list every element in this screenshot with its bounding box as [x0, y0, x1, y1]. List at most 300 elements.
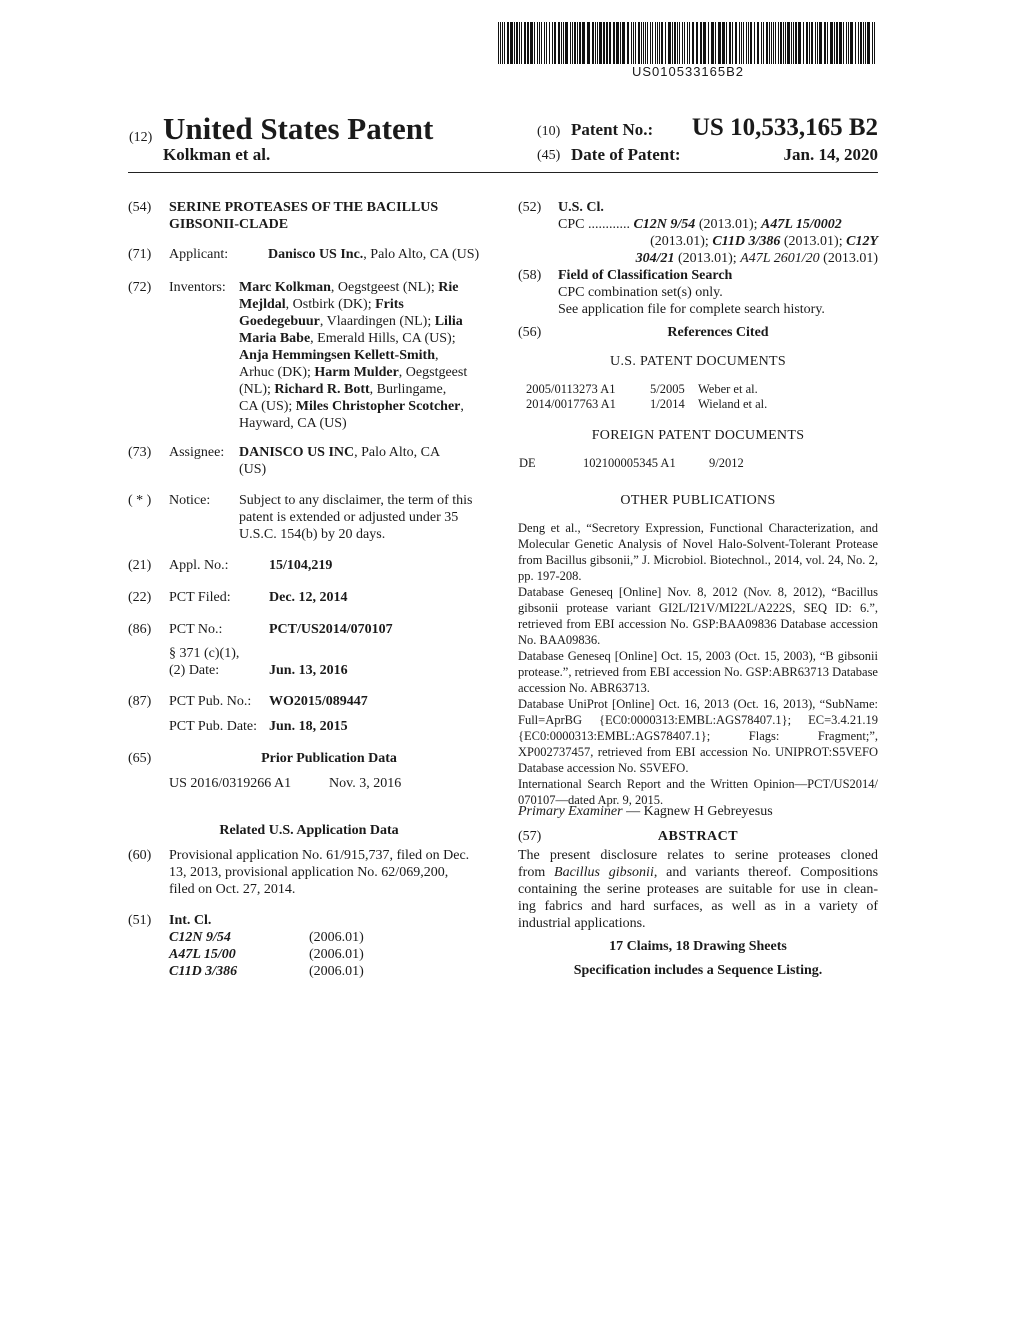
field-number: (73) — [128, 445, 152, 460]
barcode-bar — [603, 22, 605, 64]
sequence-listing-note: Specification includes a Sequence Listing. — [573, 963, 823, 978]
field-notice — [0, 492, 500, 544]
barcode-bar — [750, 22, 752, 64]
pct-pub-date: Jun. 18, 2015 — [269, 719, 348, 734]
barcode-bar — [843, 22, 844, 64]
barcode-bar — [650, 22, 651, 64]
field-58-search — [518, 267, 880, 319]
barcode-number: US010533165B2 — [631, 64, 745, 79]
patent-number-label: Patent No.: — [571, 120, 654, 139]
barcode-bar — [537, 22, 538, 64]
ref-number: 102100005345 A1 — [583, 456, 676, 470]
abstract-text-run: The present disclosure relates to serine proteases cloned — [518, 848, 878, 863]
barcode-bar — [655, 22, 656, 64]
barcode-bar — [597, 22, 598, 64]
inventor-text: , Vlaardingen (NL); — [319, 314, 435, 329]
inventor-text: Anja Hemmingsen Kellett-Smith — [239, 348, 435, 363]
other-publications-heading: OTHER PUBLICATIONS — [620, 493, 776, 508]
barcode-bar — [657, 22, 658, 64]
section-371-date-label: (2) Date: — [169, 663, 220, 678]
barcode-bar — [579, 22, 581, 64]
barcode-bar — [558, 22, 560, 64]
provisional-line: Provisional application No. 61/915,737, filed on Dec. — [169, 848, 470, 863]
barcode-bar — [504, 22, 505, 64]
abstract-line — [518, 915, 878, 932]
cpc-text: C11D 3/386 — [712, 234, 781, 249]
publication-item: Database Geneseq [Online] Nov. 8, 2012 (Nov. 8, 2012), “Bacillus gibsonii protease variant GI2L/I21V/MI22L/A222S, SEQ ID: 6.”, retrieved from EBI accession No. GSP:BAA09836 Database accession No. BAA09836. — [518, 585, 878, 647]
barcode-bar — [674, 22, 676, 64]
int-cl-code: C12N 9/54 — [169, 930, 231, 945]
barcode-bar — [521, 22, 522, 64]
field-number: (51) — [128, 913, 152, 928]
barcode-bar — [874, 22, 875, 64]
barcode-bar — [507, 22, 509, 64]
inventor-text: Maria Babe — [239, 331, 311, 346]
inventor-list — [239, 279, 489, 432]
barcode-bar — [689, 22, 690, 64]
field-57-abstract — [518, 828, 880, 846]
barcode-bar — [687, 22, 688, 64]
inventor-line — [239, 330, 489, 347]
inventor-text: Rie — [438, 280, 459, 295]
barcode-bar — [769, 22, 770, 64]
field-number: (52) — [518, 200, 542, 215]
cpc-text: A47L 15/0002 — [761, 217, 842, 232]
inventor-line — [239, 279, 489, 296]
field-72-inventors — [0, 279, 500, 434]
applicant-name: Danisco US Inc. — [268, 247, 364, 262]
field-number: (54) — [128, 200, 152, 215]
ref-country: DE — [519, 456, 536, 470]
claims-count: 17 Claims, 18 Drawing Sheets — [609, 939, 787, 954]
cpc-text: (2013.01) — [819, 251, 878, 266]
ref-name: Weber et al. — [698, 382, 758, 396]
assignee-location: , Palo Alto, CA — [354, 445, 441, 460]
barcode-bar — [510, 22, 513, 64]
barcode-bar — [858, 22, 859, 64]
barcode-bar — [539, 22, 540, 64]
field-number: (86) — [128, 622, 152, 637]
barcode-bar — [778, 22, 779, 64]
pct-no-value: PCT/US2014/070107 — [269, 622, 393, 637]
barcode-bar — [824, 22, 826, 64]
field-number: (60) — [128, 848, 152, 863]
notice-text-line: patent is extended or adjusted under 35 — [239, 510, 459, 525]
field-number: (22) — [128, 590, 152, 605]
barcode-bar — [863, 22, 864, 64]
field-51-int-cl — [0, 912, 500, 980]
barcode-bar — [679, 22, 680, 64]
inventor-line — [239, 415, 489, 432]
barcode-bar — [502, 22, 503, 64]
barcode-bar — [754, 22, 755, 64]
barcode-bar — [715, 22, 716, 64]
barcode-bar — [806, 22, 808, 64]
ref-date: 1/2014 — [650, 397, 685, 411]
barcode-bar — [846, 22, 847, 64]
abstract-text-run: containing the serine proteases are suitable for use in clean- — [518, 882, 878, 897]
barcode-bar — [609, 22, 611, 64]
field-87-pct-pub — [0, 693, 500, 737]
int-cl-version: (2006.01) — [309, 930, 364, 945]
abstract-label: ABSTRACT — [657, 829, 739, 844]
field-number: (72) — [128, 280, 152, 295]
pct-pub-no-value: WO2015/089447 — [269, 694, 368, 709]
inventor-text: Goedegebuur — [239, 314, 320, 329]
abstract-text-run: industrial applications. — [518, 916, 646, 931]
foreign-patent-docs-heading: FOREIGN PATENT DOCUMENTS — [591, 428, 805, 443]
barcode-bar — [819, 22, 822, 64]
field-86-pct-no — [0, 621, 500, 681]
provisional-line: 13, 2013, provisional application No. 62/069,200, — [169, 865, 449, 880]
cpc-text: (2013.01); — [650, 234, 713, 249]
barcode-bar — [574, 22, 576, 64]
barcode-bar — [534, 22, 535, 64]
document-title: United States Patent — [163, 111, 434, 146]
search-text-line: See application file for complete search history. — [558, 302, 825, 317]
search-label: Field of Classification Search — [558, 268, 733, 283]
provisional-line: filed on Oct. 27, 2014. — [169, 882, 296, 897]
abstract-text-run: , and variants thereof. Compositions — [653, 865, 879, 880]
field-number: (21) — [128, 558, 152, 573]
appl-no-value: 15/104,219 — [269, 558, 333, 573]
cpc-text: C12Y — [846, 234, 878, 249]
barcode-bar — [570, 22, 571, 64]
header-divider — [128, 172, 878, 173]
field-71-applicant — [0, 246, 500, 264]
barcode-bar — [638, 22, 640, 64]
pct-filed-label: PCT Filed: — [169, 590, 231, 605]
barcode-bar — [855, 22, 856, 64]
barcode-bar — [729, 22, 731, 64]
barcode-bar — [527, 22, 529, 64]
field-21-appl-no — [0, 557, 500, 575]
field-22-pct-filed — [0, 589, 500, 607]
barcode-bar — [541, 22, 542, 64]
field-number: (58) — [518, 268, 542, 283]
barcode-bar — [546, 22, 547, 64]
inventor-text: Arhuc (DK); — [239, 365, 315, 380]
primary-examiner — [518, 803, 878, 820]
barcode-bar — [549, 22, 550, 64]
barcode-bar — [684, 22, 685, 64]
barcode-bar — [785, 22, 786, 64]
barcode-bar — [848, 22, 849, 64]
barcode-bar — [739, 22, 740, 64]
barcode-bar — [722, 22, 725, 64]
field-65-prior-pub — [0, 750, 500, 794]
barcode-bar — [798, 22, 801, 64]
section-371-label: § 371 (c)(1), — [169, 646, 240, 661]
barcode-bar — [563, 22, 564, 64]
pct-filed-value: Dec. 12, 2014 — [269, 590, 348, 605]
abstract-line — [518, 898, 878, 915]
barcode-bar — [514, 22, 515, 64]
inventor-text: Hayward, CA (US) — [239, 416, 347, 431]
section-371-date: Jun. 13, 2016 — [269, 663, 348, 678]
barcode-bar — [775, 22, 776, 64]
pct-pub-date-label: PCT Pub. Date: — [169, 719, 258, 734]
inventor-text: Frits — [375, 297, 404, 312]
barcode-bar — [561, 22, 562, 64]
us-patent-docs-list — [526, 382, 876, 414]
barcode-bar — [700, 22, 702, 64]
assignee-country: (US) — [239, 462, 267, 477]
barcode-bar — [708, 22, 709, 64]
barcode-bar — [622, 22, 625, 64]
cpc-text: CPC ............ — [558, 217, 634, 232]
related-data-heading: Related U.S. Application Data — [219, 823, 399, 838]
barcode-bar — [839, 22, 842, 64]
us-patent-docs-heading: U.S. PATENT DOCUMENTS — [610, 354, 786, 369]
barcode-bar — [616, 22, 619, 64]
barcode-bar — [726, 22, 727, 64]
barcode-bar — [766, 22, 768, 64]
barcode-bar — [577, 22, 578, 64]
barcode-bar — [572, 22, 573, 64]
inventor-line — [239, 381, 489, 398]
barcode-bar — [803, 22, 804, 64]
field-number: (56) — [518, 325, 542, 340]
foreign-patent-docs-list — [519, 456, 869, 472]
barcode-bar — [554, 22, 556, 64]
cpc-line — [650, 233, 878, 250]
inventor-line — [239, 313, 489, 330]
pct-no-label: PCT No.: — [169, 622, 223, 637]
barcode-bar — [817, 22, 818, 64]
barcode-bar — [748, 22, 749, 64]
barcode-bar — [696, 22, 698, 64]
abstract-text-run: ing fabrics and hard surfaces, as well as in a variety of — [518, 899, 878, 914]
barcode-bar — [692, 22, 694, 64]
barcode-bar — [811, 22, 813, 64]
notice-text-line: U.S.C. 154(b) by 20 days. — [239, 527, 386, 542]
cpc-line — [558, 216, 842, 233]
barcode-bar — [735, 22, 737, 64]
barcode-bar — [498, 22, 499, 64]
inventor-text: Marc Kolkman — [239, 280, 331, 295]
prior-pub-number: US 2016/0319266 A1 — [169, 776, 292, 791]
field-54-title — [0, 199, 500, 235]
barcode-bar — [793, 22, 794, 64]
barcode-bar — [606, 22, 608, 64]
appl-no-label: Appl. No.: — [169, 558, 229, 573]
barcode-bar — [645, 22, 646, 64]
barcode-bar — [865, 22, 866, 64]
abstract-line — [518, 847, 878, 864]
invention-title-line1: SERINE PROTEASES OF THE BACILLUS — [169, 200, 439, 215]
barcode-bar — [661, 22, 663, 64]
ref-date: 9/2012 — [709, 456, 744, 470]
barcode-bar — [500, 22, 501, 64]
cpc-text: 304/21 — [635, 251, 675, 266]
barcode-bar — [773, 22, 774, 64]
barcode-bar — [582, 22, 585, 64]
field-number: (71) — [128, 247, 152, 262]
abstract-text — [518, 847, 878, 932]
date-of-patent: Jan. 14, 2020 — [783, 145, 878, 164]
inventor-text: , Ostbirk (DK); — [285, 297, 376, 312]
barcode-bar — [613, 22, 615, 64]
cpc-text: (2013.01); — [695, 217, 762, 232]
field-number: (57) — [518, 829, 542, 844]
barcode-bar — [641, 22, 642, 64]
barcode-bar — [631, 22, 632, 64]
barcode-bar — [757, 22, 759, 64]
barcode-bar — [677, 22, 678, 64]
int-cl-version: (2006.01) — [309, 947, 364, 962]
barcode-bar — [771, 22, 772, 64]
barcode-bar — [780, 22, 782, 64]
us-cl-label: U.S. Cl. — [558, 200, 604, 215]
barcode-bar — [761, 22, 762, 64]
barcode-bar — [718, 22, 721, 64]
barcode-bar — [746, 22, 747, 64]
field-73-assignee — [0, 444, 500, 480]
barcode-bar — [743, 22, 744, 64]
inventor-text: (NL); — [239, 382, 275, 397]
barcode-bar — [524, 22, 526, 64]
pct-pub-no-label: PCT Pub. No.: — [169, 694, 252, 709]
barcode-bar — [703, 22, 706, 64]
barcode-bar — [565, 22, 568, 64]
applicant-location: , Palo Alto, CA (US) — [363, 247, 480, 262]
cpc-text: (2013.01); — [780, 234, 847, 249]
barcode-bar — [643, 22, 644, 64]
barcode-bar — [599, 22, 602, 64]
barcode-bar — [544, 22, 545, 64]
examiner-name: — Kagnew H Gebreyesus — [622, 804, 773, 819]
barcode-bar — [672, 22, 673, 64]
barcode-bar — [860, 22, 862, 64]
references-label: References Cited — [667, 325, 769, 340]
abstract-text-run: Bacillus gibsonii — [554, 865, 654, 880]
examiner-label: Primary Examiner — [518, 804, 623, 819]
barcode-bar — [711, 22, 714, 64]
publication-item: Deng et al., “Secretory Expression, Functional Characterization, and Molecular Genetic Analysis of Novel Halo-Solvent-Tolerant Protease from Bacillus gibsonii,” J. Microbiol. Biotechnol., 2014, vol. 24, No. 2, pp. 197-208. — [518, 521, 878, 583]
barcode-bar — [836, 22, 838, 64]
inventor-text: , — [460, 399, 464, 414]
invention-title-line2: GIBSONII-CLADE — [169, 217, 289, 232]
field-number: (65) — [128, 751, 152, 766]
barcode-bar — [627, 22, 629, 64]
ref-name: Wieland et al. — [698, 397, 768, 411]
inventor-line — [239, 364, 489, 381]
barcode-bar — [787, 22, 790, 64]
inventor-text: , Burlingame, — [369, 382, 447, 397]
barcode-bar — [763, 22, 764, 64]
inventor-line — [239, 296, 489, 313]
notice-text-line: Subject to any disclaimer, the term of this — [239, 493, 473, 508]
barcode-bar — [620, 22, 621, 64]
barcode-bar — [741, 22, 742, 64]
abstract-line — [518, 881, 878, 898]
barcode-bar — [809, 22, 810, 64]
inventor-line — [239, 347, 489, 364]
field-number: ( * ) — [128, 493, 152, 508]
barcode-bar — [682, 22, 683, 64]
ref-number: 2014/0017763 A1 — [526, 397, 616, 411]
abstract-text-run: from — [518, 865, 555, 880]
ref-date: 5/2005 — [650, 382, 685, 396]
barcode-bar — [633, 22, 634, 64]
publication-item: Database UniProt [Online] Oct. 16, 2013 (Oct. 16, 2013), “SubName: Full=AprBG {EC0:0000313:EMBL:AGS78407.1}; EC=3.4.21.19 {EC0:0000313:EMBL:AGS78407.1}; Flags: Fragment;”, XP002737457, retrieved from EBI accession No. UNIPROT:S5VEFO Database accession No. S5VEFO. — [518, 697, 878, 775]
barcode-bar — [665, 22, 666, 64]
barcode-bar — [791, 22, 792, 64]
cpc-text: A47L 2601/20 — [740, 251, 820, 266]
barcode-bar — [668, 22, 671, 64]
header-code-12: (12) — [129, 130, 153, 145]
field-number: (87) — [128, 694, 152, 709]
inventor-text: Lilia — [434, 314, 463, 329]
header-code-10: (10) — [537, 124, 561, 139]
inventor-text: , — [434, 348, 439, 363]
barcode-bar — [635, 22, 636, 64]
patent-number: US 10,533,165 B2 — [691, 114, 878, 141]
cpc-line — [636, 250, 878, 267]
inventor-text: Miles Christopher Scotcher — [295, 399, 461, 414]
inventor-text: , Oegstgeest — [398, 365, 468, 380]
ref-number: 2005/0113273 A1 — [526, 382, 616, 396]
notice-label: Notice: — [169, 493, 211, 508]
barcode-bar — [732, 22, 733, 64]
inventor-text: , Oegstgeest (NL); — [330, 280, 439, 295]
inventor-line — [239, 398, 489, 415]
barcode-bar — [595, 22, 596, 64]
barcode-bar — [795, 22, 797, 64]
date-of-patent-label: Date of Patent: — [571, 145, 681, 164]
other-publications-list — [518, 520, 878, 808]
barcode-bar — [592, 22, 594, 64]
inventor-text: , Emerald Hills, CA (US); — [310, 331, 456, 346]
prior-pub-heading: Prior Publication Data — [261, 751, 397, 766]
publication-item: International Search Report and the Written Opinion—PCT/US2014/ 070107—dated Apr. 9, 2015. — [518, 777, 878, 807]
field-56-references — [518, 324, 880, 342]
barcode — [498, 22, 878, 64]
int-cl-label: Int. Cl. — [169, 913, 212, 928]
barcode-bar — [850, 22, 853, 64]
prior-pub-date: Nov. 3, 2016 — [329, 776, 402, 791]
int-cl-code: A47L 15/00 — [169, 947, 236, 962]
field-52-us-cl — [518, 199, 880, 269]
barcode-bar — [872, 22, 873, 64]
applicant-label: Applicant: — [169, 247, 229, 262]
assignee-name: DANISCO US INC — [239, 445, 355, 460]
barcode-bar — [659, 22, 660, 64]
barcode-bar — [530, 22, 533, 64]
barcode-bar — [552, 22, 553, 64]
cpc-text: C12N 9/54 — [633, 217, 696, 232]
inventors-label: Inventors: — [169, 280, 226, 295]
inventor-text: Harm Mulder — [314, 365, 399, 380]
int-cl-code: C11D 3/386 — [169, 964, 238, 979]
abstract-line — [518, 864, 878, 881]
barcode-bar — [834, 22, 835, 64]
inventor-text: CA (US); — [239, 399, 296, 414]
barcode-bar — [516, 22, 518, 64]
barcode-bar — [587, 22, 590, 64]
barcode-bar — [647, 22, 648, 64]
publication-item: Database Geneseq [Online] Oct. 15, 2003 (Oct. 15, 2003), “B gibsonii protease.”, retrieved from EBI accession No. GSP:ABR63713 Database accession No. ABR63713. — [518, 649, 878, 695]
search-text-line: CPC combination set(s) only. — [558, 285, 723, 300]
barcode-bar — [815, 22, 816, 64]
assignee-label: Assignee: — [169, 445, 225, 460]
header-code-45: (45) — [537, 148, 561, 163]
barcode-bar — [867, 22, 870, 64]
field-60-provisional — [0, 847, 500, 899]
first-inventor-short: Kolkman et al. — [163, 145, 271, 164]
barcode-bar — [827, 22, 828, 64]
